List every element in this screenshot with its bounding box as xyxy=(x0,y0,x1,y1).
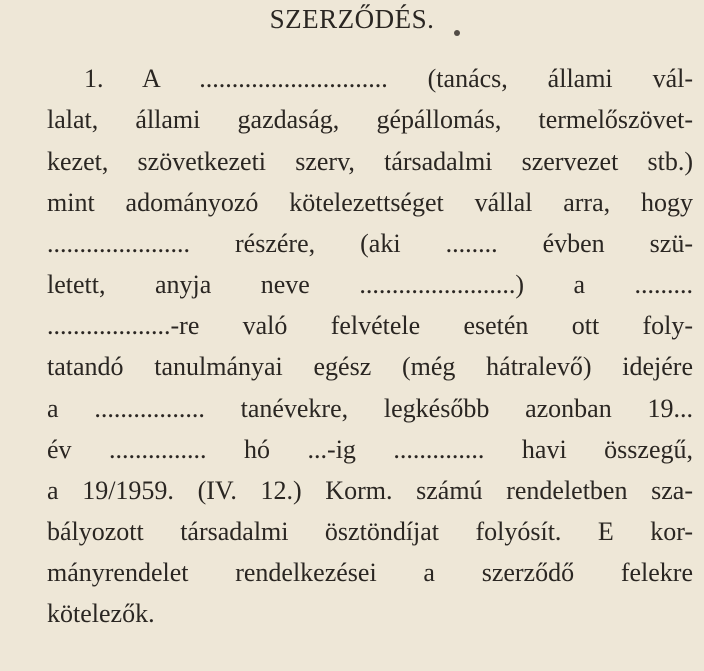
paragraph-line-6: letett, anyja neve ........................) a ......... xyxy=(47,270,693,299)
paragraph-line-11: a 19/1959. (IV. 12.) Korm. számú rendeletben sza- xyxy=(47,476,693,505)
paragraph-line-5: ...................... részére, (aki ........ évben szü- xyxy=(47,229,693,258)
paragraph-line-3: kezet, szövetkezeti szerv, társadalmi szervezet stb.) xyxy=(47,147,693,176)
paragraph-line-12: bályozott társadalmi ösztöndíjat folyósít. E kor- xyxy=(47,517,693,546)
paragraph-line-4: mint adományozó kötelezettséget vállal arra, hogy xyxy=(47,188,693,217)
paragraph-line-7: ...................-re való felvétele esetén ott foly- xyxy=(47,311,693,340)
paragraph-line-1: 1. A ............................. (tanács, állami vál- xyxy=(84,64,693,93)
document-title: SZERZŐDÉS. xyxy=(269,4,435,34)
paragraph-line-13: mányrendelet rendelkezései a szerződő felekre xyxy=(47,558,693,587)
paragraph-line-10: év ............... hó ...-ig .............. havi összegű, xyxy=(47,435,693,464)
paragraph-line-2: lalat, állami gazdaság, gépállomás, termelőszövet- xyxy=(47,105,693,134)
paragraph-line-8: tatandó tanulmányai egész (még hátralevő) idejére xyxy=(47,352,693,381)
paragraph-line-9: a ................. tanévekre, legkésőbb azonban 19... xyxy=(47,394,693,423)
paragraph-line-14: kötelezők. xyxy=(47,599,155,628)
ink-speck xyxy=(454,30,460,36)
